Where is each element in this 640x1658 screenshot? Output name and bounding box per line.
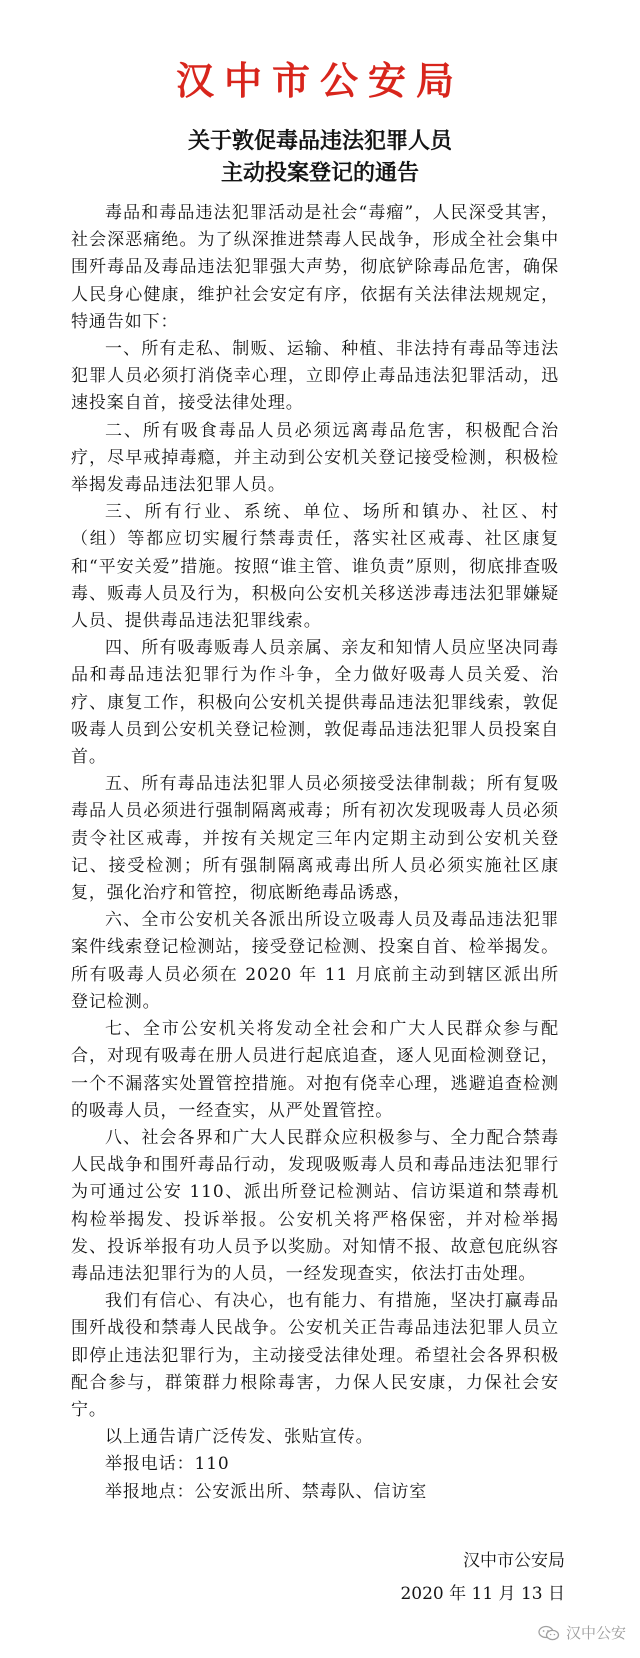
paragraph-item-1: 一、所有走私、制贩、运输、种植、非法持有毒品等违法犯罪人员必须打消侥幸心理，立即停止毒品违法犯罪活动，迅速投案自首，接受法律处理。 <box>71 339 559 414</box>
account-watermark <box>538 1622 626 1643</box>
paragraph-item-7: 七、全市公安机关将发动全社会和广大人民群众参与配合，对现有吸毒在册人员进行起底追查，逐人见面检测登记，一个不漏落实处置管控措施。对抱有侥幸心理，逃避追查检测的吸毒人员，一经查实，从严处置管控。 <box>71 1019 559 1121</box>
signature-date: 2020 年 11 月 13 日 <box>400 1584 565 1604</box>
paragraph-item-2: 二、所有吸食毒品人员必须远离毒品危害，积极配合治疗，尽早戒掉毒瘾，并主动到公安机关登记接受检测，积极检举揭发毒品违法犯罪人员。 <box>71 420 559 496</box>
issuing-organization-title: 汉中市公安局 <box>175 59 464 103</box>
notice-body <box>71 200 559 1506</box>
signature-organization: 汉中市公安局 <box>463 1551 565 1571</box>
notice-title <box>0 126 640 190</box>
paragraph-item-6: 六、全市公安机关各派出所设立吸毒人员及毒品违法犯罪案件线索登记检测站，接受登记检测、投案自首、检举揭发。所有吸毒人员必须在 2020 年 11 月底前主动到辖区派出所登记检测。 <box>71 910 559 1012</box>
paragraph-distribution: 以上通告请广泛传发、张贴宣传。 <box>105 1427 374 1448</box>
paragraph-item-3: 三、所有行业、系统、单位、场所和镇办、社区、村（组）等都应切实履行禁毒责任，落实社区戒毒、社区康复和“平安关爱”措施。按照“谁主管、谁负责”原则，彻底排查吸毒、贩毒人员及行为，积极向公安机关移送涉毒违法犯罪嫌疑人员、提供毒品违法犯罪线索。 <box>71 502 559 632</box>
notice-title-line-2: 主动投案登记的通告 <box>220 161 419 186</box>
paragraph-intro: 毒品和毒品违法犯罪活动是社会“毒瘤”，人民深受其害，社会深恶痛绝。为了纵深推进禁毒人民战争，形成全社会集中围歼毒品及毒品违法犯罪强大声势，彻底铲除毒品危害，确保人民身心健康，维护社会安定有序，依据有关法律法规规定，特通告如下： <box>71 203 559 332</box>
report-phone: 举报电话：110 <box>105 1454 230 1475</box>
paragraph-item-5: 五、所有毒品违法犯罪人员必须接受法律制裁；所有复吸毒品人员必须进行强制隔离戒毒；所有初次发现吸毒人员必须责令社区戒毒，并按有关规定三年内定期主动到公安机关登记、接受检测；所有强制隔离戒毒出所人员必须实施社区康复，强化治疗和管控，彻底断绝毒品诱惑， <box>71 774 559 904</box>
paragraph-item-8: 八、社会各界和广大人民群众应积极参与、全力配合禁毒人民战争和围歼毒品行动，发现吸贩毒人员和毒品违法犯罪行为可通过公安 110、派出所登记检测站、信访渠道和禁毒机构检举揭发、投诉举报。公安机关将严格保密，并对检举揭发、投诉举报有功人员予以奖励。对知情不报、故意包庇纵容毒品违法犯罪行为的人员，一经发现查实，依法打击处理。 <box>71 1127 559 1284</box>
watermark-text: 汉中公安 <box>565 1624 626 1642</box>
report-location: 举报地点：公安派出所、禁毒队、信访室 <box>105 1481 428 1502</box>
paragraph-conclusion: 我们有信心、有决心，也有能力、有措施，坚决打赢毒品围歼战役和禁毒人民战争。公安机关正告毒品违法犯罪人员立即停止违法犯罪行为，主动接受法律处理。希望社会各界积极配合参与，群策群力根除毒害，力保人民安康，力保社会安宁。 <box>71 1291 559 1420</box>
paragraph-item-4: 四、所有吸毒贩毒人员亲属、亲友和知情人员应坚决同毒品和毒品违法犯罪行为作斗争，全力做好吸毒人员关爱、治疗、康复工作，积极向公安机关提供毒品违法犯罪线索，敦促吸毒人员到公安机关登记检测，敦促毒品违法犯罪人员投案自首。 <box>71 638 559 768</box>
wechat-icon <box>538 1625 560 1641</box>
notice-title-line-1: 关于敦促毒品违法犯罪人员 <box>187 129 452 154</box>
